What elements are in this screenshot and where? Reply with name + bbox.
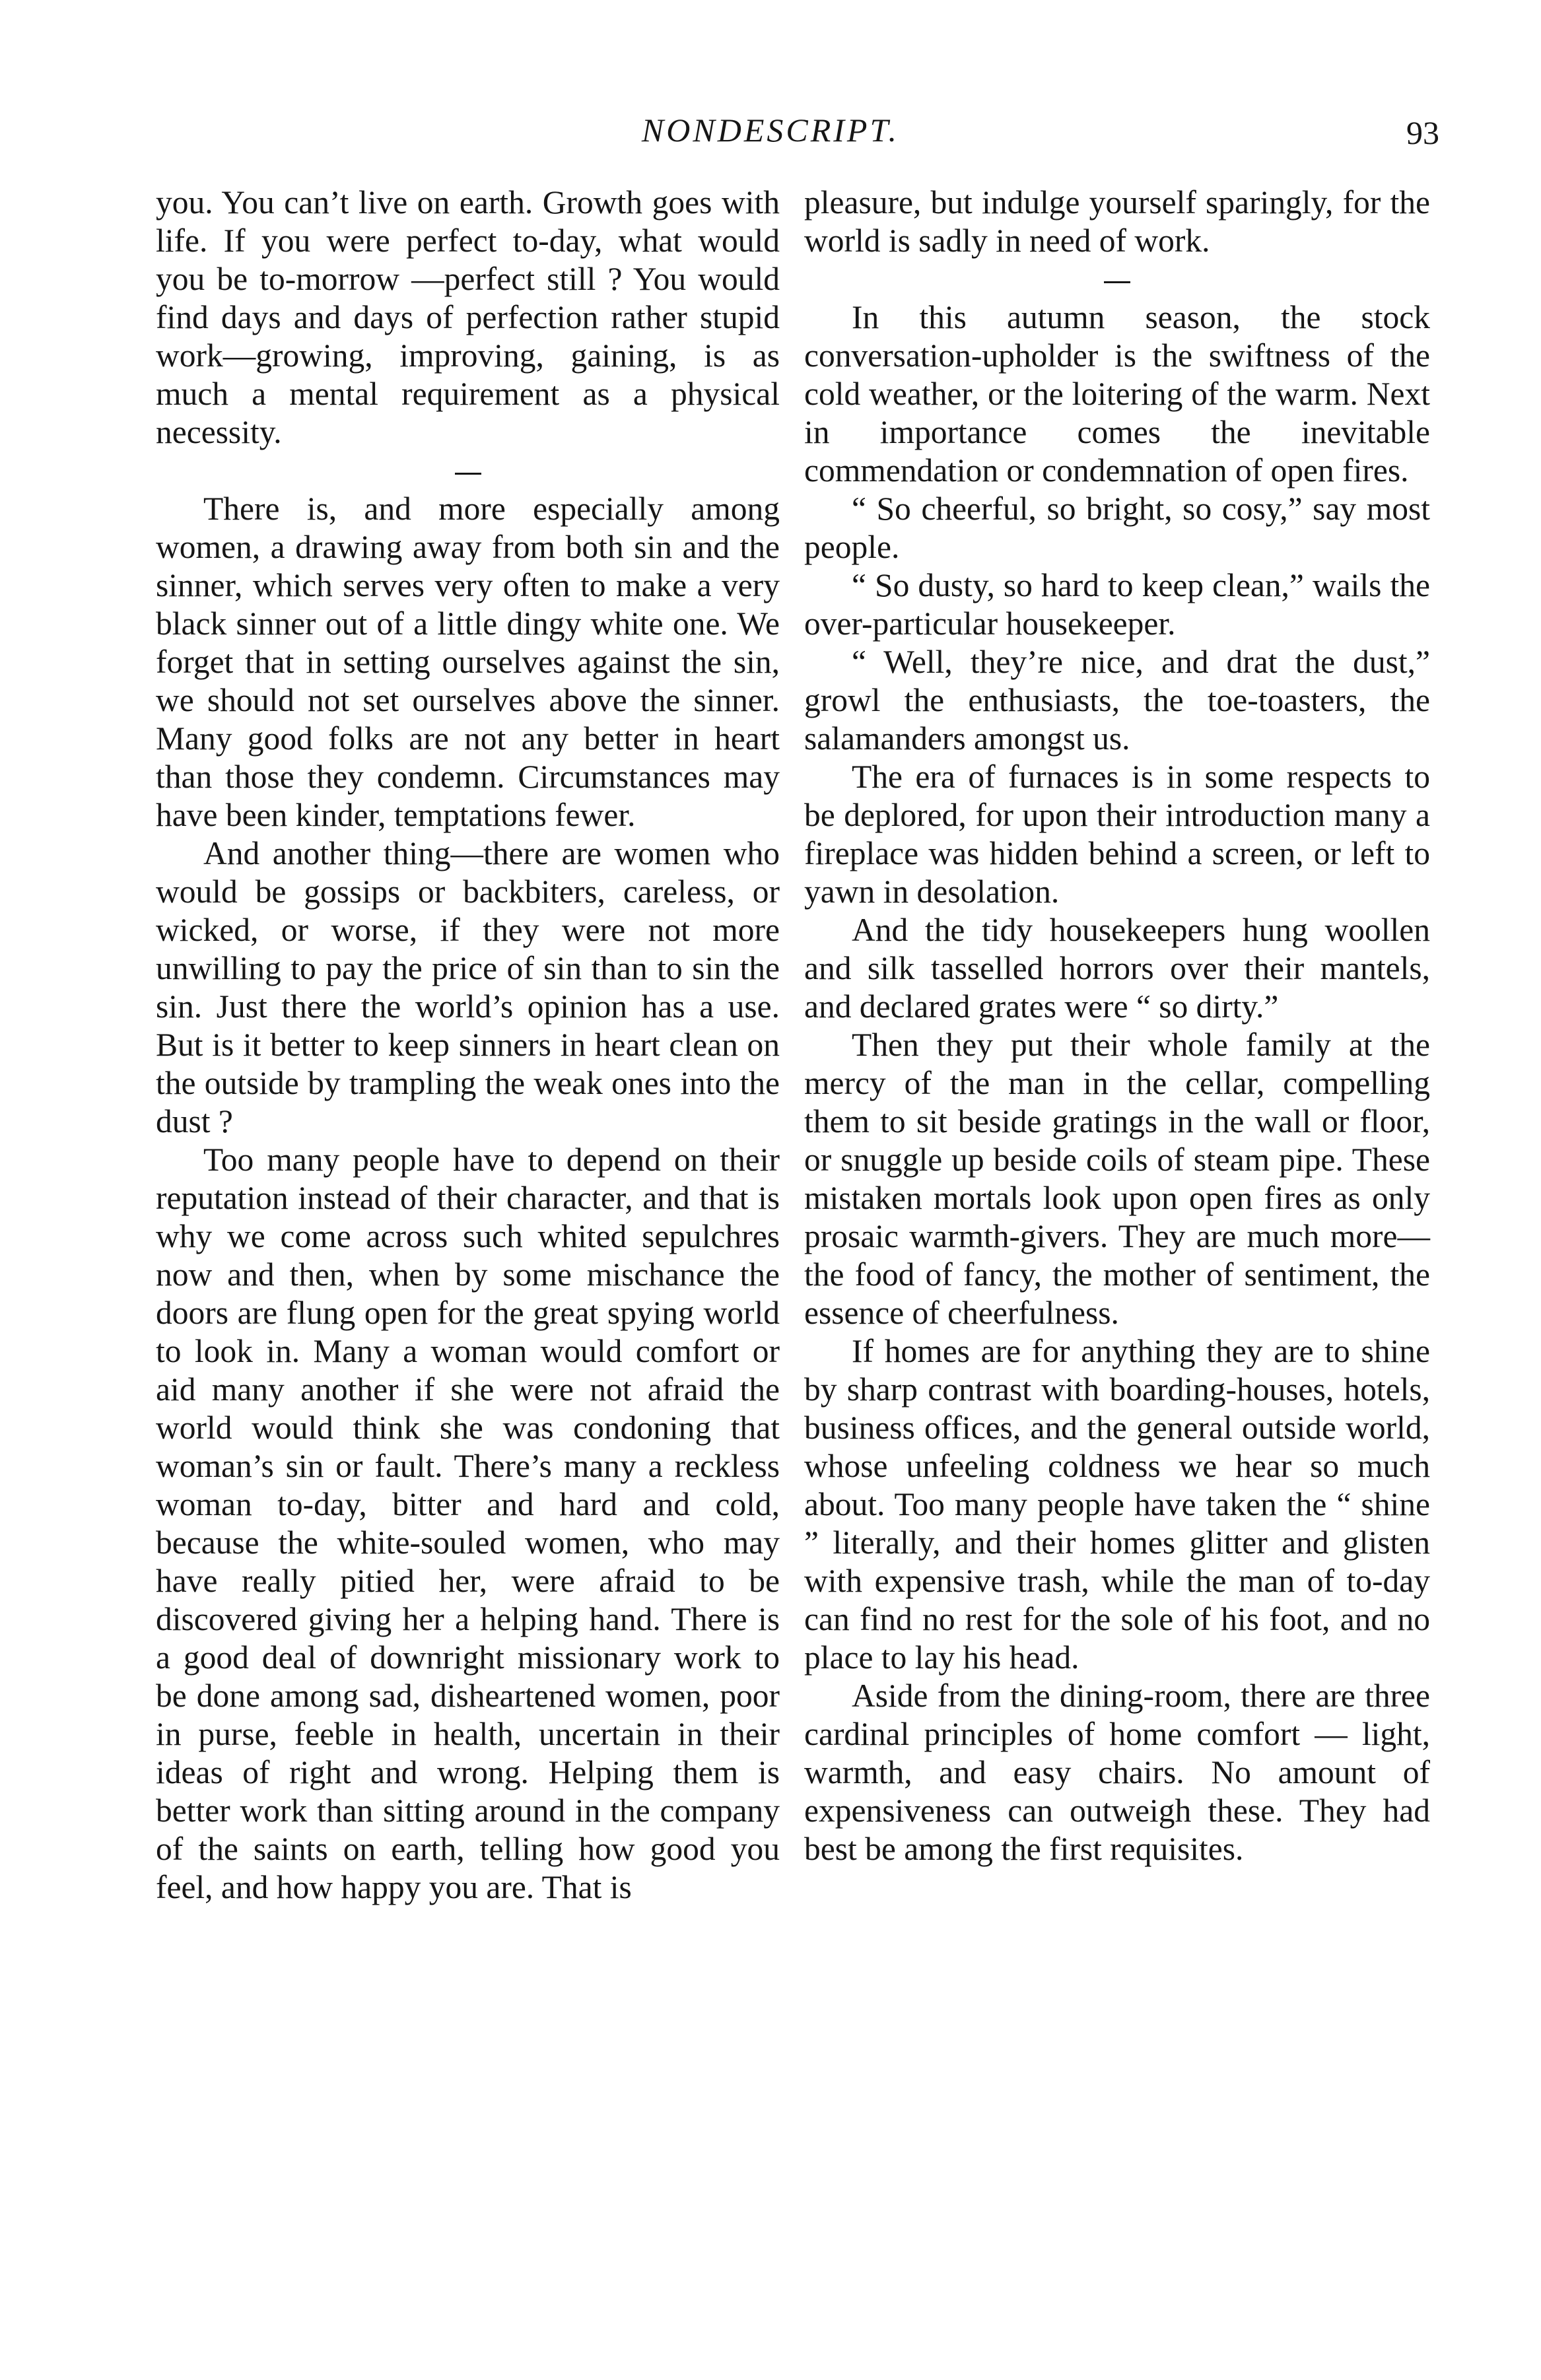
paragraph: Aside from the dining-room, there are three cardinal principles of home comfort — light, warmth, and easy chairs. No amount of expensiveness can outweigh these. They had best be among the first requisites. xyxy=(804,1678,1430,1867)
paragraph: “ So cheerful, so bright, so cosy,” say most people. xyxy=(804,491,1430,565)
right-column xyxy=(804,184,1430,1868)
running-title: NONDESCRIPT. xyxy=(641,112,900,149)
paragraph: “ Well, they’re nice, and drat the dust,” growl the enthusiasts, the toe-toasters, the salamanders amongst us. xyxy=(804,644,1430,757)
page-number: 93 xyxy=(1406,114,1439,151)
paragraph: “ So dusty, so hard to keep clean,” wails the over-particular housekeeper. xyxy=(804,567,1430,642)
paragraph: And the tidy housekeepers hung woollen and silk tasselled horrors over their mantels, and declared grates were “ so dirty.” xyxy=(804,912,1430,1025)
paragraph: And another thing—there are women who would be gossips or backbiters, careless, or wicked, or worse, if they were not more unwilling to pay the price of sin than to sin the sin. Just there the world’s opinion has a use. But is it better to keep sinners in heart clean on the outside by trampling the weak ones into the dust ? xyxy=(156,835,780,1139)
paragraph: If homes are for anything they are to shine by sharp contrast with boarding-houses, hotels, business offices, and the general outside world, whose unfeeling coldness we hear so much about. Too many people have taken the “ shine ” literally, and their homes glitter and glisten with expensive trash, while the man of to-day can find no rest for the sole of his foot, and no place to lay his head. xyxy=(804,1333,1430,1676)
section-separator xyxy=(156,452,780,490)
section-separator xyxy=(804,260,1430,298)
paragraph: Then they put their whole family at the mercy of the man in the cellar, compelling them to sit beside gratings in the wall or floor, or snuggle up beside coils of steam pipe. These mistaken mortals look upon open fires as only prosaic warmth-givers. They are much more—the food of fancy, the mother of sentiment, the essence of cheerfulness. xyxy=(804,1027,1430,1331)
paragraph: you. You can’t live on earth. Growth goes with life. If you were perfect to-day, what would you be to-morrow —perfect still ? You would find days and days of perfection rather stupid work—growing, improving, gaining, is as much a mental requirement as a physical necessity. xyxy=(156,184,780,450)
left-column xyxy=(156,184,780,1907)
paragraph: The era of furnaces is in some respects to be deplored, for upon their introduction many a fireplace was hidden behind a screen, or left to yawn in desolation. xyxy=(804,759,1430,910)
paragraph: In this autumn season, the stock conversation-upholder is the swiftness of the cold weather, or the loitering of the warm. Next in importance comes the inevitable commendation or condemnation of open fires. xyxy=(804,299,1430,489)
paragraph: pleasure, but indulge yourself sparingly, for the world is sadly in need of work. xyxy=(804,184,1430,259)
paragraph: Too many people have to depend on their reputation instead of their character, and that is why we come across such whited sepulchres now and then, when by some mischance the doors are flung open for the great spying world to look in. Many a woman would comfort or aid many another if she were not afraid the world would think she was condoning that woman’s sin or fault. There’s many a reckless woman to-day, bitter and hard and cold, because the white-souled women, who may have really pitied her, were afraid to be discovered giving her a helping hand. There is a good deal of downright missionary work to be done among sad, disheartened women, poor in purse, feeble in health, uncertain in their ideas of right and wrong. Helping them is better work than sitting around in the company of the saints on earth, telling how good you feel, and how happy you are. That is xyxy=(156,1141,780,1905)
paragraph: There is, and more especially among women, a drawing away from both sin and the sinner, which serves very often to make a very black sinner out of a little dingy white one. We forget that in setting ourselves against the sin, we should not set ourselves above the sinner. Many good folks are not any better in heart than those they condemn. Circumstances may have been kinder, temptations fewer. xyxy=(156,491,780,833)
